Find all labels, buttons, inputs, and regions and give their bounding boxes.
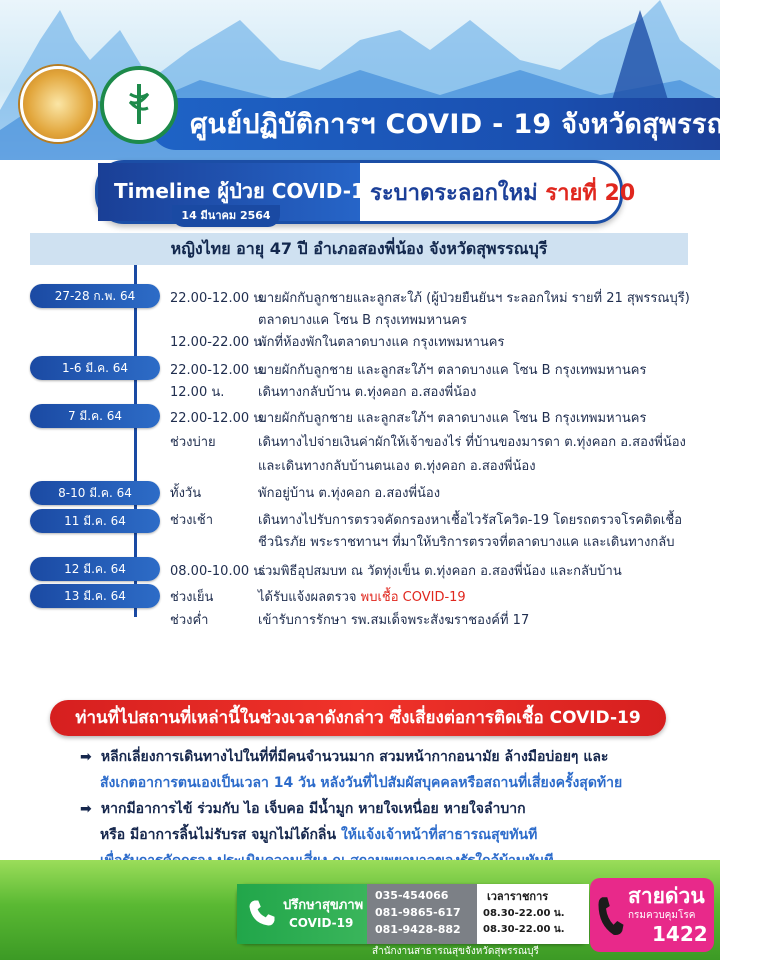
timeline-date-pill: 13 มี.ค. 64 [30,584,160,608]
timeline-date-pill: 11 มี.ค. 64 [30,509,160,533]
timeline-description: ขายผักกับลูกชาย และลูกสะใภ้ฯ ตลาดบางแค โซน B กรุงเทพมหานคร [258,363,647,378]
phone-number[interactable]: 081-9428-882 [375,923,461,936]
header-banner [0,0,764,160]
timeline-time: ช่วงเช้า [170,513,214,528]
positive-result-highlight: พบเชื้อ COVID-19 [360,590,466,605]
advice-text: ให้แจ้งเจ้าหน้าที่สาธารณสุขทันที [340,827,538,843]
timeline-description: ขายผักกับลูกชายและลูกสะใภ้ (ผู้ป่วยยืนยันฯ ระลอกใหม่ รายที่ 21 สุพรรณบุรี) [258,291,690,306]
timeline-description: ร่วมพิธีอุปสมบท ณ วัดทุ่งเข็น ต.ทุ่งคอก อ.สองพี่น้อง และกลับบ้าน [258,564,622,579]
timeline-description: เข้ารับการรักษา รพ.สมเด็จพระสังฆราชองค์ที่ 17 [258,613,530,628]
consult-label-covid: COVID-19 [289,916,354,930]
advice-item-1 [80,746,608,768]
health-consult-contact-box [237,884,589,944]
provincial-health-office: สำนักงานสาธารณสุขจังหวัดสุพรรณบุรี [372,946,539,957]
arrow-right-icon: ➡ [80,801,92,817]
page-title: ศูนย์ปฏิบัติการฯ COVID - 19 จังหวัดสุพรรณบุรี [190,109,764,140]
advice-text: สังเกตอาการตนเองเป็นเวลา 14 วัน หลังวันที่ไปสัมผัสบุคคลหรือสถานที่เสี่ยงครั้งสุดท้าย [100,775,623,791]
office-hours-title: เวลาราชการ [487,890,549,903]
timeline-time: ทั้งวัน [170,486,202,501]
hotline-number[interactable]: 1422 [652,922,708,946]
advice-line [100,824,537,846]
timeline-date-pill: 7 มี.ค. 64 [30,404,160,428]
timeline-date-pill: 27-28 ก.พ. 64 [30,284,160,308]
outbreak-label: ระบาดระลอกใหม่ [370,181,538,206]
timeline-description: เดินทางไปจ่ายเงินค่าผักให้เจ้าของไร่ ที่บ้านของมารดา ต.ทุ่งคอก อ.สองพี่น้อง [258,435,686,450]
patient-info: หญิงไทย อายุ 47 ปี อำเภอสองพี่น้อง จังหวัดสุพรรณบุรี [30,233,688,265]
timeline-time: 12.00 น. [170,385,225,400]
hotline-title: สายด่วน [628,884,705,908]
test-result-label: ได้รับแจ้งผลตรวจ [258,590,357,605]
province-seal-logo [20,66,96,142]
risk-warning-banner: ท่านที่ไปสถานที่เหล่านี้ในช่วงเวลาดังกล่าว ซึ่งเสี่ยงต่อการติดเชื้อ COVID-19 [50,700,666,736]
timeline-time: ช่วงค่ำ [170,613,209,628]
case-number-label: รายที่ 20 [545,181,636,206]
advice-text: หลีกเลี่ยงการเดินทางไปในที่ที่มีคนจำนวนมาก สวมหน้ากากอนามัย ล้างมือบ่อยๆ และ [100,749,609,765]
timeline-description: พักอยู่บ้าน ต.ทุ่งคอก อ.สองพี่น้อง [258,486,441,501]
timeline-description: ชีวนิรภัย พระราชทานฯ ที่มาให้บริการตรวจที่ตลาดบางแค และเดินทางกลับ [258,535,675,550]
timeline-description: เดินทางไปรับการตรวจคัดกรองหาเชื้อไวรัสโควิด-19 โดยรถตรวจโรคติดเชื้อ [258,513,682,528]
timeline-description: และเดินทางกลับบ้านตนเอง ต.ทุ่งคอก อ.สองพี่น้อง [258,459,536,474]
timeline-time: 22.00-12.00 น. [170,363,267,378]
timeline-date-pill: 1-6 มี.ค. 64 [30,356,160,380]
advice-text: หรือ มีอาการลิ้นไม่รับรส จมูกไม่ได้กลิ่น [100,827,337,843]
hotline-department: กรมควบคุมโรค [628,910,696,921]
advice-item-2 [80,798,526,820]
timeline-time: 22.00-12.00 น. [170,291,267,306]
phone-icon [596,894,626,938]
timeline-time: 08.00-10.00 น. [170,564,267,579]
outbreak-case-label [370,175,635,210]
caduceus-icon [126,84,152,124]
timeline-time: ช่วงบ่าย [170,435,216,450]
timeline-label: Timeline ผู้ป่วย COVID-19 [114,179,379,203]
timeline-description: ตลาดบางแค โซน B กรุงเทพมหานคร [258,313,467,328]
timeline-description: พักที่ห้องพักในตลาดบางแค กรุงเทพมหานคร [258,335,505,350]
timeline-time: 22.00-12.00 น. [170,411,267,426]
timeline-time: ช่วงเย็น [170,590,214,605]
timeline-description: ขายผักกับลูกชาย และลูกสะใภ้ฯ ตลาดบางแค โซน B กรุงเทพมหานคร [258,411,647,426]
report-date: 14 มีนาคม 2564 [172,205,280,227]
phone-number[interactable]: 081-9865-617 [375,906,461,919]
arrow-right-icon: ➡ [80,749,92,765]
hotline-box[interactable] [590,878,714,952]
office-hours: 08.30-22.00 น. [483,908,565,919]
phone-number[interactable]: 035-454066 [375,889,449,902]
ministry-public-health-logo [100,66,178,144]
timeline-date-pill: 12 มี.ค. 64 [30,557,160,581]
advice-text: หากมีอาการไข้ ร่วมกับ ไอ เจ็บคอ มีน้ำมูก หายใจเหนื่อย หายใจลำบาก [100,801,526,817]
timeline-date-pill: 8-10 มี.ค. 64 [30,481,160,505]
timeline-description: เดินทางกลับบ้าน ต.ทุ่งคอก อ.สองพี่น้อง [258,385,477,400]
timeline-time: 12.00-22.00 น. [170,335,267,350]
office-hours: 08.30-22.00 น. [483,924,565,935]
consult-label: ปรึกษาสุขภาพ [283,898,364,913]
phone-icon [247,898,277,928]
timeline-description [258,586,466,607]
